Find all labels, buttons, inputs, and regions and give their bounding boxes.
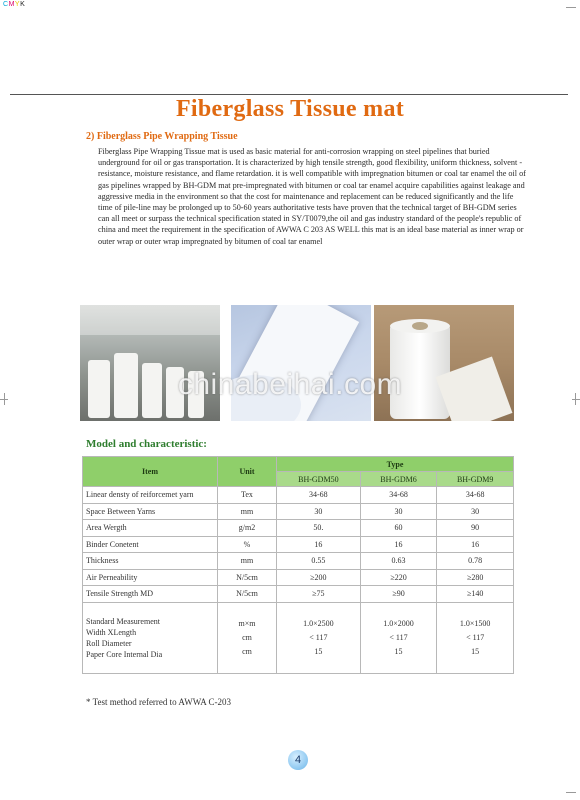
cell-value: 0.55 bbox=[277, 553, 361, 570]
cell-value: 50. bbox=[277, 520, 361, 537]
cell-value-multi bbox=[360, 602, 437, 673]
cell-unit: N/5cm bbox=[218, 569, 277, 586]
cell-line: < 117 bbox=[389, 633, 408, 642]
section-subhead: 2) Fiberglass Pipe Wrapping Tissue bbox=[86, 131, 238, 142]
cell-line: 15 bbox=[314, 647, 323, 656]
cell-line: 1.0×2000 bbox=[383, 619, 414, 628]
cell-line: Roll Diameter bbox=[86, 638, 132, 648]
cell-value: 34-68 bbox=[360, 487, 437, 504]
cell-line: Standard Measurement bbox=[86, 616, 160, 626]
header-item: Item bbox=[83, 457, 218, 487]
cell-item: Space Between Yarns bbox=[83, 503, 218, 520]
cell-item: Tensile Strength MD bbox=[83, 586, 218, 603]
cell-item: Linear densty of reiforcemet yarn bbox=[83, 487, 218, 504]
cell-value: 30 bbox=[277, 503, 361, 520]
warehouse-rolls-photo bbox=[80, 305, 220, 421]
cmyk-y: Y bbox=[14, 1, 21, 8]
cell-unit-multi bbox=[218, 602, 277, 673]
table-row bbox=[83, 520, 514, 537]
table-row bbox=[83, 602, 514, 673]
cell-line: < 117 bbox=[309, 633, 328, 642]
table-row bbox=[83, 503, 514, 520]
cell-line: Paper Core Internal Dia bbox=[86, 649, 163, 659]
tissue-roll-photo bbox=[374, 305, 514, 421]
table-row bbox=[83, 569, 514, 586]
cell-value: ≥140 bbox=[437, 586, 514, 603]
cell-value-multi bbox=[437, 602, 514, 673]
watermark-text: chinabeihai.com bbox=[177, 368, 403, 401]
tissue-sheet-photo bbox=[231, 305, 371, 421]
cmyk-m: M bbox=[8, 1, 15, 8]
cmyk-k: K bbox=[20, 1, 26, 8]
table-row bbox=[83, 586, 514, 603]
header-unit: Unit bbox=[218, 457, 277, 487]
cell-value: 0.63 bbox=[360, 553, 437, 570]
photo-strip bbox=[80, 305, 514, 421]
cell-value: 16 bbox=[277, 536, 361, 553]
cell-value: 60 bbox=[360, 520, 437, 537]
cell-unit: g/m2 bbox=[218, 520, 277, 537]
table-row bbox=[83, 487, 514, 504]
cell-item-multi bbox=[83, 602, 218, 673]
cell-line: < 117 bbox=[466, 633, 485, 642]
cell-value: ≥200 bbox=[277, 569, 361, 586]
cell-line: m×m bbox=[238, 619, 256, 628]
cell-value: 34-68 bbox=[277, 487, 361, 504]
cell-unit: % bbox=[218, 536, 277, 553]
crop-mark bbox=[566, 7, 576, 8]
cell-value: ≥90 bbox=[360, 586, 437, 603]
cell-value: 16 bbox=[360, 536, 437, 553]
test-method-footnote: * Test method referred to AWWA C-203 bbox=[86, 697, 231, 707]
cell-value: ≥75 bbox=[277, 586, 361, 603]
cell-item: Area Wergth bbox=[83, 520, 218, 537]
model-section-title: Model and characteristic: bbox=[86, 438, 207, 450]
header-type-3: BH-GDM9 bbox=[437, 472, 514, 487]
spec-table bbox=[82, 456, 514, 674]
cell-value: 30 bbox=[360, 503, 437, 520]
cell-unit: mm bbox=[218, 503, 277, 520]
cell-line: 15 bbox=[394, 647, 403, 656]
cell-value: 34-68 bbox=[437, 487, 514, 504]
cell-item: Binder Conetent bbox=[83, 536, 218, 553]
cell-line: 15 bbox=[471, 647, 480, 656]
cell-value: 16 bbox=[437, 536, 514, 553]
cell-line: 1.0×1500 bbox=[459, 619, 491, 628]
header-rule bbox=[10, 94, 568, 95]
cell-unit: Tex bbox=[218, 487, 277, 504]
cell-line: Width XLength bbox=[86, 627, 137, 637]
cell-unit: mm bbox=[218, 553, 277, 570]
cmyk-marks bbox=[3, 1, 25, 8]
crop-mark bbox=[566, 792, 576, 793]
header-type: Type bbox=[277, 457, 514, 472]
cell-value: 30 bbox=[437, 503, 514, 520]
cell-unit: N/5cm bbox=[218, 586, 277, 603]
cell-value: 0.78 bbox=[437, 553, 514, 570]
cell-line: 1.0×2500 bbox=[303, 619, 334, 628]
cell-item: Thickness bbox=[83, 553, 218, 570]
cell-value: ≥280 bbox=[437, 569, 514, 586]
cell-line: cm bbox=[242, 633, 252, 642]
description-paragraph: Fiberglass Pipe Wrapping Tissue mat is used as basic material for anti-corrosion wrapping on steel pipelines that buried underground for oil or gas transportation. It is characterized by high tensile strength, good flexibility, uniform thickness, solvent -resistance, moisture resistance, and flame retardation. it is well compatible with impregnation bitumen or coal tar enamel the oil of gas pipelines wrapped by BH-GDM mat pre-impregnated with bitumen or coal tar enamel acquire capabilities against leakage and aggressive media in the environment so that the cost for maintenance and replacement can be reduced significantly and the life time of pile-line may be prolonged up to 50-60 years authoritative tests have proven that the technical target of BH-GDM series can all meet or surpass the technical specification stated in SY/T0079,the oil and gas industry standard of the people's republic of china and meet the requirement in the specification of AWWA C 203 AS WELL this mat is an ideal base material as inner wrap or outer wrap or outer wrap impregnated by bitumen of coal tar enamel bbox=[98, 147, 526, 246]
cmyk-c: C bbox=[3, 1, 9, 8]
header-type-1: BH-GDM50 bbox=[277, 472, 361, 487]
page-title: Fiberglass Tissue mat bbox=[175, 96, 405, 122]
table-row bbox=[83, 536, 514, 553]
page-number: 4 bbox=[288, 750, 308, 770]
header-type-2: BH-GDM6 bbox=[360, 472, 437, 487]
cell-line: cm bbox=[242, 647, 252, 656]
table-row bbox=[83, 553, 514, 570]
cell-value: ≥220 bbox=[360, 569, 437, 586]
cell-value-multi bbox=[277, 602, 361, 673]
cell-item: Air Perneability bbox=[83, 569, 218, 586]
cell-value: 90 bbox=[437, 520, 514, 537]
